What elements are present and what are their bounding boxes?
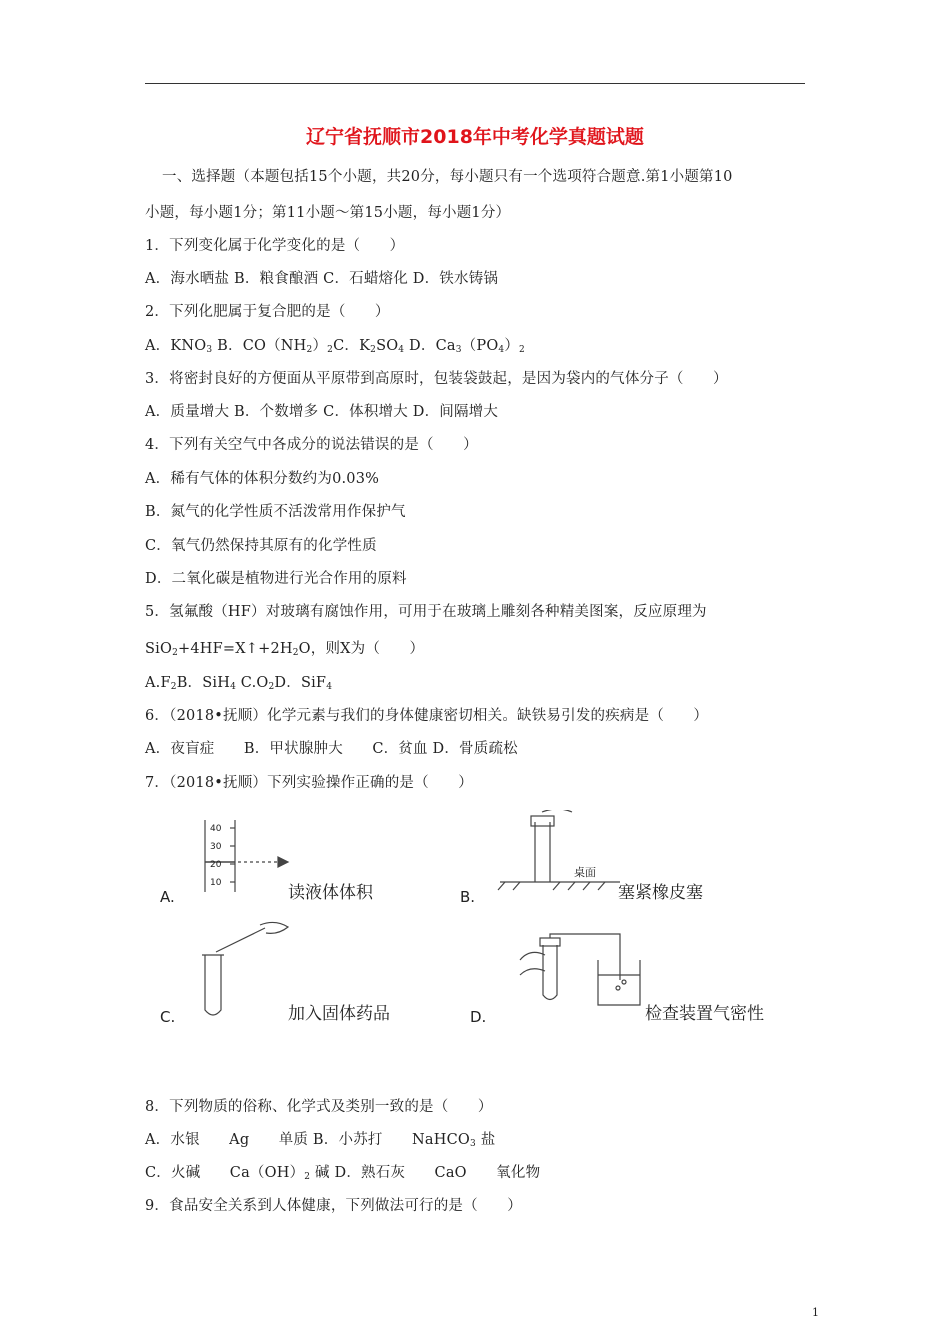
question-4-option-a: A．稀有气体的体积分数约为0.03% (145, 471, 380, 487)
desk-label: 桌面 (574, 866, 596, 879)
question-5-options: $A.F_2B$．SiH$_4$ $C.O_2D$．SiF$_4$ (145, 675, 333, 692)
scale-40: 40 (210, 824, 222, 834)
question-2: 2．下列化肥属于复合肥的是（ ） (145, 304, 390, 320)
question-3: 3．将密封良好的方便面从平原带到高原时，包装袋鼓起，是因为袋内的气体分子（ ） (145, 371, 728, 387)
option-a-caption: 读液体体积 (288, 883, 373, 903)
question-9: 9．食品安全关系到人体健康，下列做法可行的是（ ） (145, 1198, 522, 1214)
option-d-caption: 检查装置气密性 (645, 1004, 764, 1024)
question-1: 1．下列变化属于化学变化的是（ ） (145, 238, 405, 254)
option-a-label: A. (160, 888, 175, 906)
question-4-option-d: D．二氧化碳是植物进行光合作用的原料 (145, 571, 407, 587)
question-8: 8．下列物质的俗称、化学式及类别一致的是（ ） (145, 1099, 493, 1115)
scale-10: 10 (210, 878, 222, 888)
option-c-caption: 加入固体药品 (288, 1004, 390, 1024)
header-rule (145, 83, 805, 84)
question-7: 7．（2018•抚顺）下列实验操作正确的是（ ） (145, 775, 473, 791)
question-3-options: A．质量增大 B．个数增多 C．体积增大 D．间隔增大 (145, 404, 499, 420)
page-title: 辽宁省抚顺市2018年中考化学真题试题 (306, 126, 644, 148)
option-b-caption: 塞紧橡皮塞 (618, 883, 703, 903)
question-1-options: A．海水晒盐 B．粮食酿酒 C．石蜡熔化 D．铁水铸锅 (145, 271, 499, 287)
page-number: 1 (812, 1306, 819, 1319)
question-4-option-b: B．氮气的化学性质不活泼常用作保护气 (145, 504, 406, 520)
scale-30: 30 (210, 842, 222, 852)
question-6-options: A．夜盲症 B．甲状腺肿大 C．贫血 D．骨质疏松 (145, 741, 518, 757)
question-8-options-cd: C．火碱 $Ca(OH)_2$ 碱 D．熟石灰 CaO 氧化物 (145, 1165, 541, 1182)
question-5-line1: 5．氢氟酸（HF）对玻璃有腐蚀作用，可用于在玻璃上雕刻各种精美图案，反应原理为 (145, 604, 707, 620)
option-d-label: D. (470, 1008, 487, 1026)
solid-reagent-diagram (202, 922, 288, 1015)
question-8-options-ab: A．水银 Ag 单质 B．小苏打 NaHCO$_3$ 盐 (145, 1132, 496, 1149)
question-2-options: A．$KNO_3$ B．$CO(NH_2)_2C$．$K_2SO_4$ D．$Ca_3(PO_4)_2$ (145, 338, 525, 355)
option-c-label: C. (160, 1008, 176, 1026)
airtightness-diagram (520, 934, 640, 1005)
question-4: 4．下列有关空气中各成分的说法错误的是（ ） (145, 437, 478, 453)
section-intro-line1: 一、选择题（本题包括15个小题，共20分，每小题只有一个选项符合题意.第1小题第10 (162, 169, 733, 185)
stopper-desk-diagram (498, 810, 620, 890)
question-5-line2: $SiO_2+4HF=X↑+2H_2O$，则X为（ ） (145, 641, 425, 658)
option-b-label: B. (460, 888, 476, 906)
question-6: 6．（2018•抚顺）化学元素与我们的身体健康密切相关。缺铁易引发的疾病是（ ） (145, 708, 709, 724)
question-7-figure (150, 810, 820, 1040)
section-intro-line2: 小题，每小题1分；第11小题～第15小题，每小题1分） (145, 205, 511, 221)
question-4-option-c: C．氧气仍然保持其原有的化学性质 (145, 538, 377, 554)
scale-20: 20 (210, 860, 222, 870)
